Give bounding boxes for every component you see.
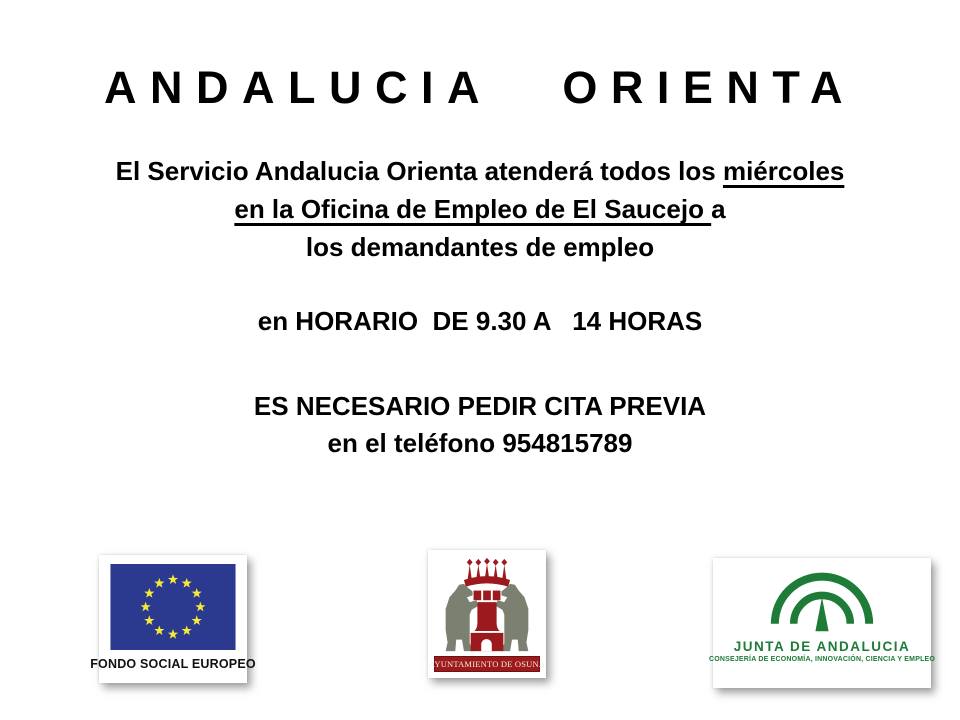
page-title: ANDALUCIA ORIENTA	[104, 62, 856, 113]
junta-andalucia-subtitle: CONSEJERÍA DE ECONOMÍA, INNOVACIÓN, CIENCIA Y EMPLEO	[708, 656, 936, 663]
junta-andalucia-logo	[708, 558, 936, 688]
announcement-line-1	[0, 152, 960, 190]
ayuntamiento-osuna-logo	[428, 550, 546, 678]
fondo-social-europeo-logo	[90, 555, 256, 683]
ayuntamiento-osuna-label: AYUNTAMIENTO DE OSUNA	[434, 656, 540, 672]
announcement-line-2	[0, 190, 960, 228]
crown-shape	[464, 558, 510, 587]
announcement-line-2-text: a	[711, 194, 726, 224]
announcement-line-2-underlined: en la Oficina de Empleo de El Saucejo	[234, 194, 712, 224]
center-triangle	[815, 597, 828, 631]
announcement-line-1-underlined: miércoles	[722, 156, 845, 186]
appointment-line-1: ES NECESARIO PEDIR CITA PREVIA	[253, 391, 707, 421]
tower-arch	[481, 639, 492, 651]
osuna-crest-image	[434, 555, 540, 655]
announcement-line-3: los demandantes de empleo	[305, 232, 655, 262]
service-announcement	[0, 152, 960, 266]
appointment-notice	[0, 388, 960, 462]
junta-arcs-image	[756, 571, 888, 635]
announcement-line-1-text: El Servicio Andalucia Orienta atenderá todos los	[115, 156, 723, 186]
eu-flag-image	[110, 564, 236, 650]
schedule-line: en HORARIO DE 9.30 A 14 HORAS	[257, 306, 703, 336]
fondo-social-europeo-label: FONDO SOCIAL EUROPEO	[90, 657, 256, 671]
appointment-line-2: en el teléfono 954815789	[327, 428, 633, 458]
junta-andalucia-title: JUNTA DE ANDALUCIA	[733, 639, 911, 654]
